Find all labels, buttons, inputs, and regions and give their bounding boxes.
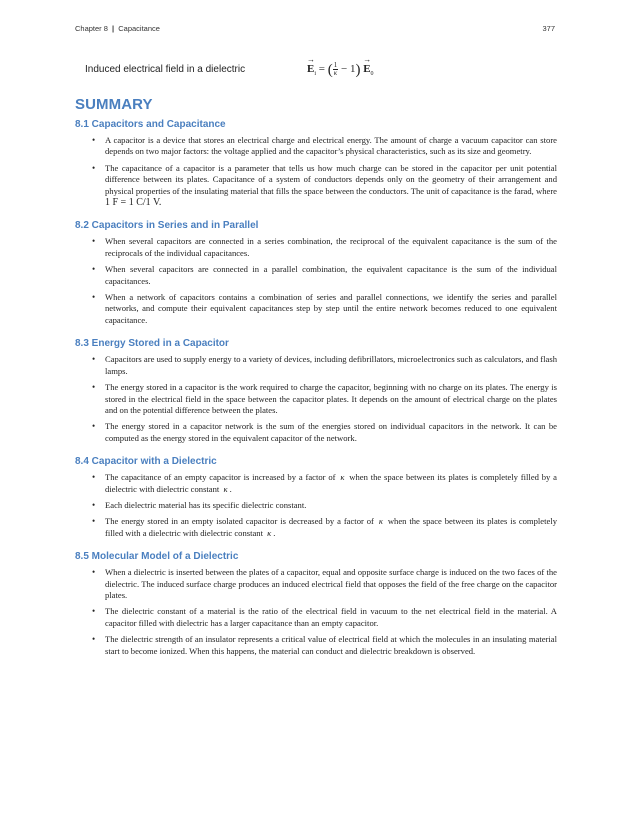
section-heading-8-4: 8.4 Capacitor with a Dielectric <box>75 456 217 468</box>
subscript-i: i <box>314 71 317 78</box>
period: . <box>229 483 232 494</box>
list-item-text: The capacitance of a capacitor is a parameter that tells us how much charge can be stored in the capacitor per unit potential difference between its plates. Capacitance of a system of conductors depends only on the geometry of their arrangement and physical properties of the insulating material that fills the space between the conductors. The unit of capacitance is the farad, where <box>105 162 557 196</box>
list-item-text: when the space between its plates is completely filled by a dielectric with dielectric constant <box>105 472 557 494</box>
kappa-symbol: κ <box>267 527 272 538</box>
chapter-title: Capacitance <box>118 24 160 33</box>
fraction-numerator: 1 <box>333 61 338 69</box>
list-item <box>105 516 557 539</box>
list-item-text: The capacitance of an empty capacitor is increased by a factor of <box>105 472 336 483</box>
unit-formula: 1 F = 1 C/1 V. <box>105 197 162 209</box>
fraction-denominator: κ <box>333 69 338 77</box>
minus-one: − 1 <box>338 63 356 76</box>
list-item: • Capacitors are used to supply energy to a variety of devices, including defibrillators, microelectronics such as calculators, and flash lamps. <box>105 354 557 377</box>
section-list-8-5 <box>75 567 557 657</box>
section-heading-8-2: 8.2 Capacitors in Series and in Parallel <box>75 220 259 232</box>
equals-sign: = <box>316 63 328 76</box>
list-item: • Each dielectric material has its specific dielectric constant. <box>105 500 557 511</box>
running-title <box>75 24 160 33</box>
list-item: • When several capacitors are connected in a series combination, the reciprocal of the equivalent capacitance is the sum of the reciprocals of the individual capacitances. <box>105 236 557 259</box>
equation-row <box>85 62 485 82</box>
page-number: 377 <box>542 24 555 33</box>
list-item: • When a network of capacitors contains a combination of series and parallel connections, we identify the series and parallel networks, and compute their equivalent capacitances step by step until the entire network becomes reduced to one equivalent capacitance. <box>105 292 557 326</box>
period: . <box>273 527 276 538</box>
chapter-label: Chapter 8 <box>75 24 108 33</box>
section-list-8-3 <box>75 354 557 444</box>
field-vector-0: → E <box>363 63 370 75</box>
list-item <box>105 163 557 209</box>
summary-title: SUMMARY <box>75 96 153 113</box>
section-heading-8-3: 8.3 Energy Stored in a Capacitor <box>75 338 229 350</box>
header-separator: | <box>112 24 115 33</box>
kappa-symbol: κ <box>378 516 383 527</box>
list-item: • The energy stored in a capacitor is the work required to charge the capacitor, beginning with no charge on its plates. The energy is stored in the electrical field in the space between the capacitor plates. It depends on the amount of electrical charge on the plates and on the potential difference between the plates. <box>105 382 557 416</box>
section-list-8-2 <box>75 236 557 326</box>
page-header <box>75 24 555 33</box>
list-item <box>105 472 557 495</box>
list-item: • When several capacitors are connected in a parallel combination, the equivalent capacitance is the sum of the individual capacitances. <box>105 264 557 287</box>
kappa-symbol: κ <box>340 472 345 483</box>
section-list-8-1 <box>75 135 557 208</box>
kappa-symbol: κ <box>223 483 228 494</box>
section-heading-8-5: 8.5 Molecular Model of a Dielectric <box>75 551 239 563</box>
list-item: • The energy stored in a capacitor network is the sum of the energies stored on individual capacitors in the network. It can be computed as the energy stored in the equivalent capacitor of the network. <box>105 421 557 444</box>
list-item-text: when the space between its plates is completely filled with a dielectric with dielectric constant <box>105 516 558 538</box>
induced-field-equation: → $E_i$ = ( $\frac{1}{\kappa}$ − $1) \to E_0$ <box>307 62 374 79</box>
field-vector-i: → E <box>307 63 314 75</box>
list-item: • A capacitor is a device that stores an electrical charge and electrical energy. The amount of charge a vacuum capacitor can store depends on two major factors: the voltage applied and the capacitor’s physical characteristics, such as its size and geometry. <box>105 135 557 158</box>
list-item: • The dielectric constant of a material is the ratio of the electrical field in vacuum to the net electrical field in the material. A capacitor filled with dielectric has a larger capacitance than an empty capacitor. <box>105 606 557 629</box>
equation-label: Induced electrical field in a dielectric <box>85 64 246 75</box>
list-item: • When a dielectric is inserted between the plates of a capacitor, equal and opposite surface charge is induced on the two faces of the dielectric. The induced surface charge produces an induced electrical field that opposes the field of the free charge on the capacitor plates. <box>105 567 557 601</box>
section-heading-8-1: 8.1 Capacitors and Capacitance <box>75 119 226 130</box>
subscript-0: 0 <box>370 71 374 78</box>
list-item: • The dielectric strength of an insulator represents a critical value of electrical field at which the molecules in an insulating material start to become ionized. When this happens, the material can conduct and dielectric breakdown is observed. <box>105 634 557 657</box>
list-item-text: The energy stored in an empty isolated capacitor is decreased by a factor of <box>105 516 374 527</box>
summary-content <box>75 96 557 662</box>
section-list-8-4 <box>75 472 557 539</box>
